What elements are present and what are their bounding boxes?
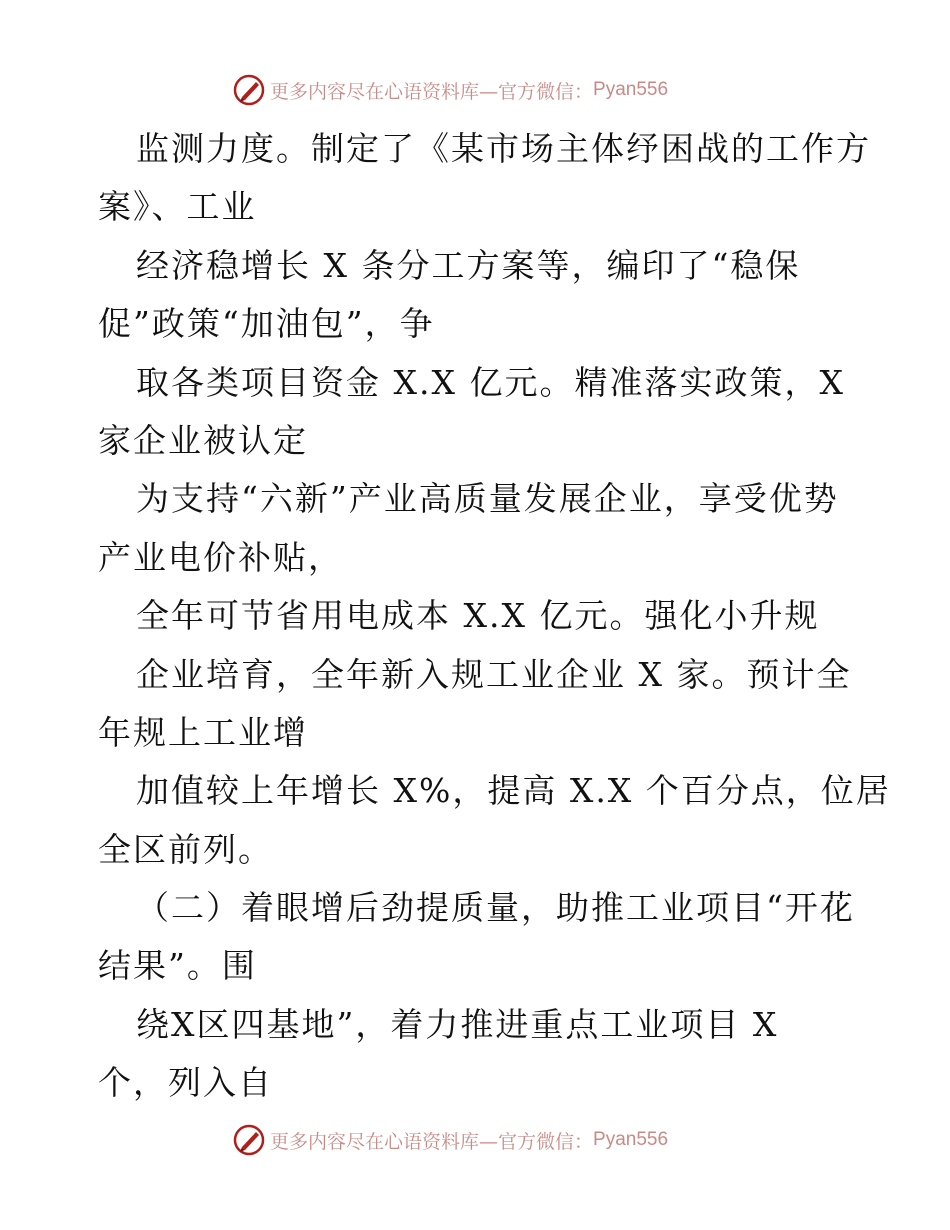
text-line: 年规上工业增 (98, 712, 308, 752)
text-line: 取各类项目资金 X.X 亿元。精准落实政策，X (136, 362, 845, 402)
pen-logo-icon (232, 73, 266, 107)
text-line: 企业培育，全年新入规工业企业 X 家。预计全 (136, 654, 852, 694)
document-body (98, 120, 891, 1113)
footer-wechat-id: Pyan556 (593, 1129, 669, 1150)
text-line: 产业电价补贴， (98, 537, 343, 577)
text-line: 促”政策“加油包”，争 (98, 304, 435, 344)
text-line: 家企业被认定 (98, 420, 308, 460)
text-line: 经济稳增长 X 条分工方案等，编印了“稳保 (136, 245, 801, 285)
header-banner-text: 更多内容尽在心语资料库—官方微信： (270, 80, 594, 103)
footer-banner-text: 更多内容尽在心语资料库—官方微信： (270, 1130, 594, 1153)
text-line: 全区前列。 (98, 829, 273, 869)
text-line: 监测力度。制定了《某市场主体纾困战的工作方 (136, 129, 871, 168)
header-watermark-banner (232, 72, 712, 108)
pen-logo-icon (232, 1123, 266, 1157)
text-line: 案》、工业 (98, 187, 257, 227)
text-line: 个，列入自 (98, 1063, 273, 1103)
section-heading-line: （二）着眼增后劲提质量，助推工业项目“开花 (136, 888, 855, 928)
footer-watermark-banner (232, 1122, 712, 1158)
header-wechat-id: Pyan556 (593, 79, 669, 100)
text-line: 绕X区四基地”，着力推进重点工业项目 X (136, 1004, 779, 1044)
text-line: 结果”。围 (98, 946, 257, 986)
text-line: 全年可节省用电成本 X.X 亿元。强化小升规 (136, 596, 820, 636)
text-line: 为支持“六新”产业高质量发展企业，享受优势 (136, 479, 839, 519)
text-line: 加值较上年增长 X%，提高 X.X 个百分点，位居 (136, 771, 891, 811)
